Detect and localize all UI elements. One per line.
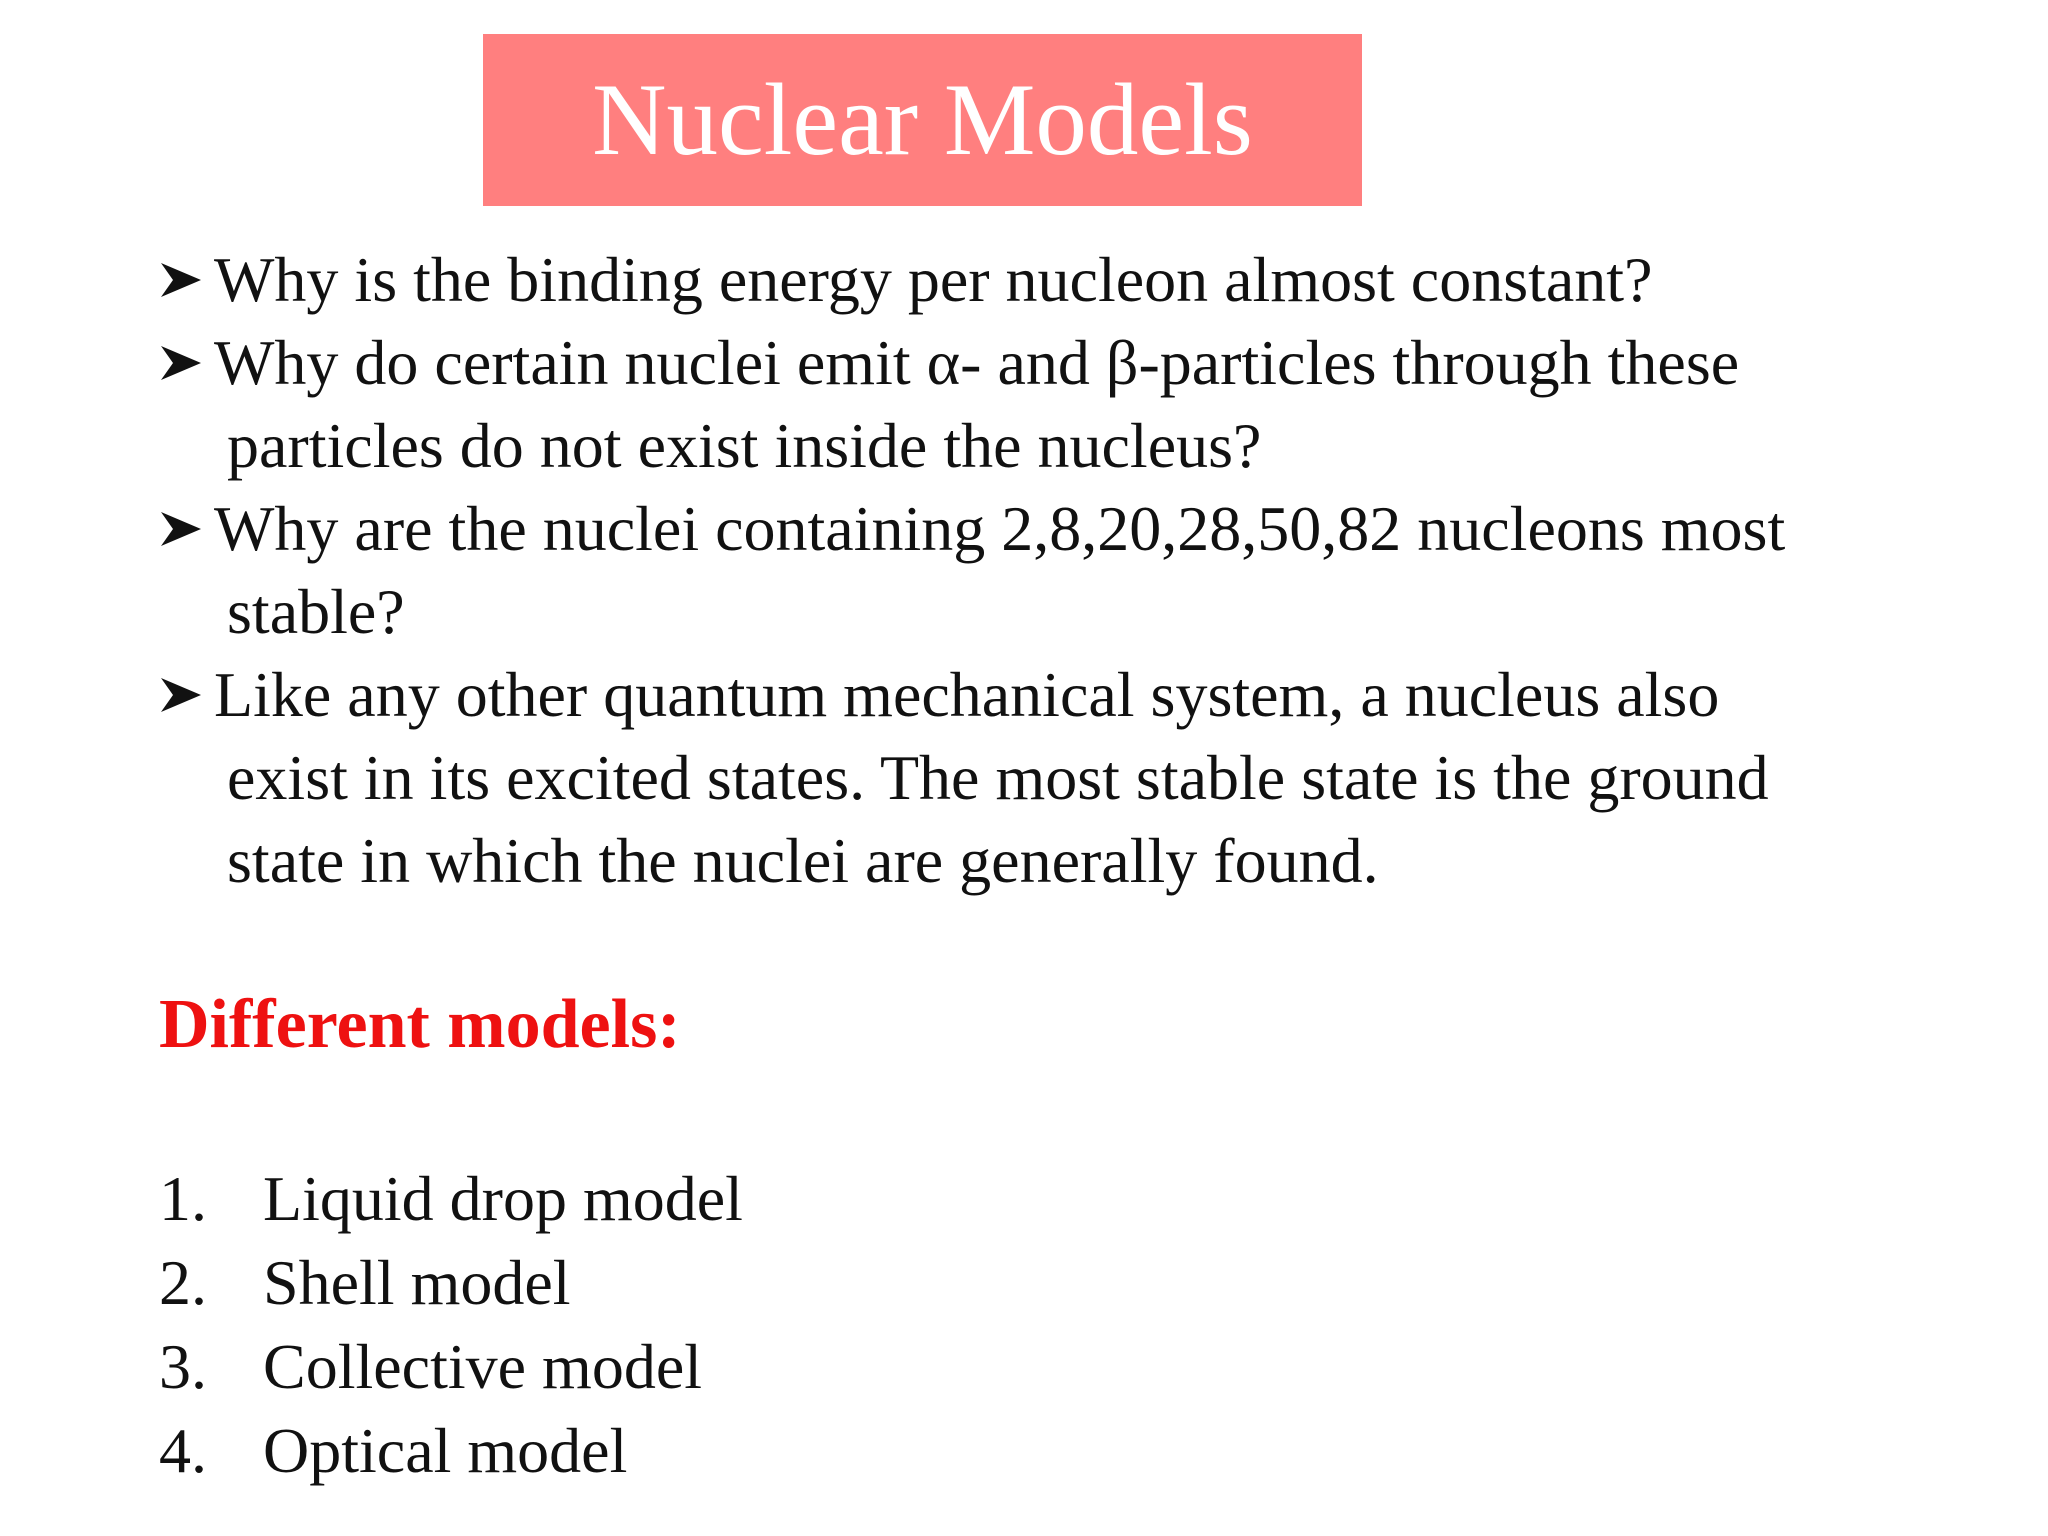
bullet-text-continuation: state in which the nuclei are generally found. [227,825,1379,896]
arrowhead-bullet-icon [157,487,211,570]
models-list [159,1157,743,1493]
title-banner [483,34,1362,206]
bullet-item [157,487,1977,653]
question-list [157,238,1977,902]
arrowhead-bullet-icon [157,238,211,321]
bullet-text-continuation: stable? [227,576,405,647]
list-label: Collective model [263,1331,702,1402]
arrowhead-bullet-icon [157,653,211,736]
bullet-text: Why do certain nuclei emit α- and β-particles through these [214,327,1740,398]
bullet-text-continuation: exist in its excited states. The most stable state is the ground [227,742,1769,813]
page-title: Nuclear Models [592,62,1253,177]
list-label: Shell model [263,1247,571,1318]
list-item [159,1157,743,1241]
bullet-item [157,653,1977,902]
arrowhead-bullet-icon [157,321,211,404]
list-item [159,1409,743,1493]
list-number: 3. [159,1331,207,1402]
bullet-item [157,238,1977,321]
list-number: 4. [159,1415,207,1486]
list-number: 2. [159,1247,207,1318]
bullet-text: Like any other quantum mechanical system, a nucleus also [214,659,1720,730]
bullet-text: Why is the binding energy per nucleon almost constant? [214,244,1653,315]
list-label: Liquid drop model [263,1163,743,1234]
section-heading: Different models: [159,986,681,1063]
list-item [159,1241,743,1325]
list-item [159,1325,743,1409]
bullet-text-continuation: particles do not exist inside the nucleus? [227,410,1262,481]
bullet-item [157,321,1977,487]
list-label: Optical model [263,1415,628,1486]
list-number: 1. [159,1163,207,1234]
bullet-text: Why are the nuclei containing 2,8,20,28,50,82 nucleons most [214,493,1786,564]
